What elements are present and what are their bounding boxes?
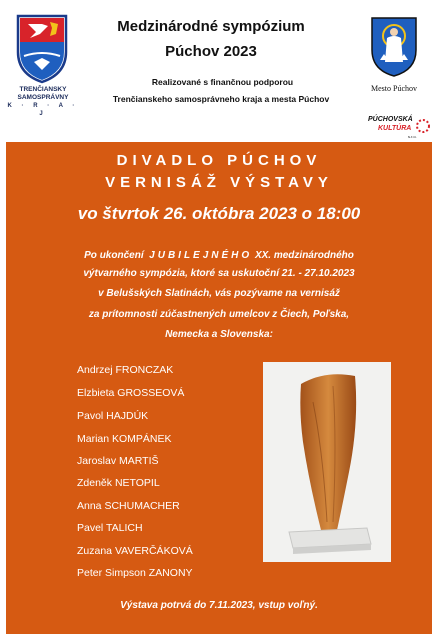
region-caption-line2: SAMOSPRÁVNY — [17, 94, 69, 101]
symposium-title: Medzinárodné sympózium — [117, 18, 305, 35]
region-logo-caption — [6, 86, 80, 118]
invitation-line1-end: XX. medzinárodného — [254, 250, 354, 261]
culture-logo-mark-icon — [416, 116, 430, 136]
artist-name: Elzbieta GROSSEOVÁ — [77, 387, 185, 399]
invitation-line2: výtvarného sympózia, ktoré sa uskutoční 21. - 27.10.2023 — [83, 268, 355, 279]
region-caption-line1: TRENČIANSKY — [19, 86, 67, 93]
event-heading: VERNISÁŽ VÝSTAVY — [105, 174, 333, 191]
invitation-line1-start: Po ukončení — [84, 250, 144, 261]
artist-name: Jaroslav MARTIŠ — [77, 455, 159, 467]
puchovska-kultura-logo — [368, 112, 430, 142]
culture-logo-line3: s.r.o. — [408, 134, 417, 139]
sculpture-photo — [263, 362, 391, 562]
artist-name: Zdeněk NETOPIL — [77, 477, 160, 489]
artist-name: Peter Simpson ZANONY — [77, 567, 193, 579]
puchov-town-crest-icon — [370, 16, 418, 78]
invitation-line3: v Belušských Slatinách, vás pozývame na vernisáž — [98, 288, 340, 299]
event-date: vo štvrtok 26. októbra 2023 o 18:00 — [77, 204, 361, 223]
culture-logo-line1: PÚCHOVSKÁ — [368, 116, 413, 123]
support-line2: Trenčianskeho samosprávneho kraja a mesta Púchov — [112, 94, 330, 104]
invitation-line5: Nemecka a Slovenska: — [165, 329, 273, 340]
region-caption-line3: K · R · A · J — [7, 103, 79, 117]
jubilee-word: JUBILEJNÉHO — [149, 250, 253, 261]
artist-name: Zuzana VAVERČÁKOVÁ — [77, 545, 193, 557]
invitation-line4: za prítomnosti zúčastnených umelcov z Čiech, Poľska, — [88, 309, 350, 320]
culture-logo-line2: KULTÚRA — [378, 125, 412, 132]
artist-name: Pavol HAJDÚK — [77, 410, 149, 422]
invitation-panel — [6, 142, 432, 634]
support-line1: Realizované s finančnou podporou — [151, 77, 294, 87]
artist-name: Andrzej FRONCZAK — [77, 364, 174, 376]
symposium-year: Púchov 2023 — [165, 43, 257, 60]
artist-name: Pavel TALICH — [77, 522, 143, 534]
town-logo-caption: Mesto Púchov — [371, 84, 417, 93]
venue-heading: DIVADLO PÚCHOV — [116, 152, 322, 169]
header — [0, 0, 438, 145]
exhibition-footer: Výstava potrvá do 7.11.2023, vstup voľný. — [120, 600, 318, 611]
artist-name: Anna SCHUMACHER — [77, 500, 180, 512]
invitation-line1 — [6, 250, 432, 261]
artist-name: Marian KOMPÁNEK — [77, 433, 172, 445]
